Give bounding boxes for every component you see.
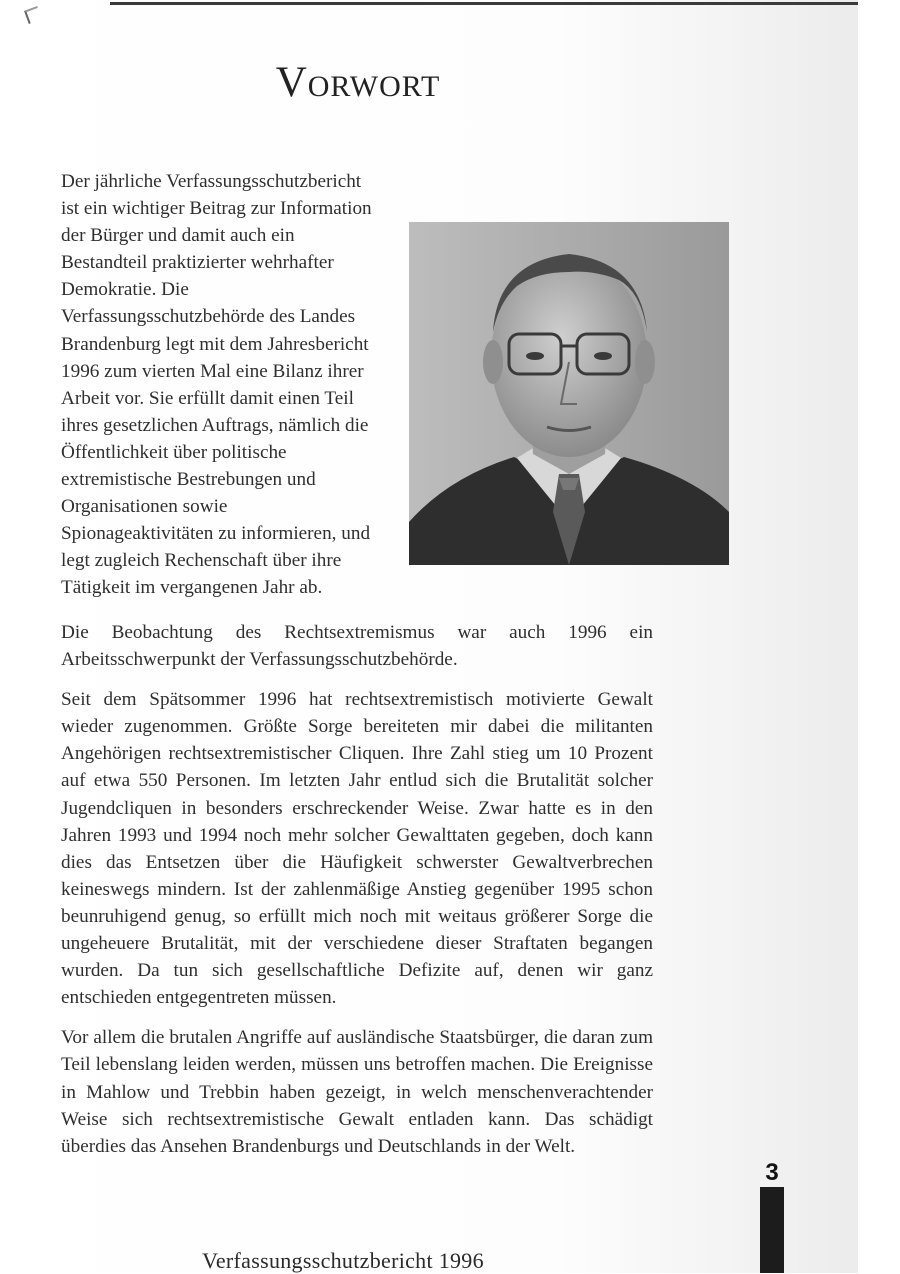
intro-paragraph: Der jährliche Verfassungsschutzbericht ist ein wichtiger Beitrag zur Information der Bürger und damit auch ein Bestandteil praktizierter wehrhafter Demokratie. Die Verfassungsschutzbehörde des Landes Brandenburg legt mit dem Jahresbericht 1996 zum vierten Mal eine Bilanz ihrer Arbeit vor. Sie erfüllt damit einen Teil ihres gesetzlichen Auftrags, nämlich die Öffentlichkeit über politische extremistische Bestrebungen und Organisationen sowie Spionageaktivitäten zu informieren, und legt zugleich Rechenschaft über ihre Tätigkeit im vergangenen Jahr ab. [61, 171, 372, 599]
body-text [61, 619, 653, 1173]
page-title: Vorwort [275, 59, 441, 106]
top-rule [110, 2, 858, 5]
paragraph-1: Die Beobachtung des Rechtsextremismus war auch 1996 ein Arbeitsschwerpunkt der Verfassungsschutzbehörde. [61, 622, 653, 671]
paragraph-3: Vor allem die brutalen Angriffe auf ausländische Staatsbürger, die daran zum Teil lebenslang leiden werden, müssen uns betroffen machen. Die Ereignisse in Mahlow und Trebbin haben gezeigt, in welch menschenverachtender Weise sich rechtsextremistische Gewalt entladen kann. Das schädigt überdies das Ansehen Brandenburgs und Deutschlands in der Welt. [61, 1027, 653, 1157]
corner-mark [24, 6, 42, 24]
paragraph-2: Seit dem Spätsommer 1996 hat rechtsextremistisch motivierte Gewalt wieder zugenommen. Größte Sorge bereiteten mir dabei die militanten Angehörigen rechtsextremistischer Cliquen. Ihre Zahl stieg um 10 Prozent auf etwa 550 Personen. Im letzten Jahr entlud sich die Brutalität solcher Jugendcliquen in besonders erschreckender Weise. Zwar hatte es in den Jahren 1993 und 1994 noch mehr solcher Gewalttaten gegeben, doch kann dies das Entsetzen über die Häufigkeit schwerster Gewaltverbrechen keineswegs mindern. Ist der zahlenmäßige Anstieg gegenüber 1995 schon beunruhigend genug, so erfüllt mich noch mit weitaus größerer Sorge die ungeheuere Brutalität, mit der verschiedene dieser Straftaten begangen wurden. Da tun sich gesellschaftliche Defizite auf, denen wir ganz entschieden entgegentreten müssen. [61, 689, 653, 1009]
page-margin-right [858, 0, 900, 1273]
page-number: 3 [765, 1159, 779, 1186]
running-footer: Verfassungsschutzbericht 1996 [202, 1248, 484, 1273]
portrait-photo [409, 222, 729, 565]
page-tab-marker [760, 1187, 784, 1273]
